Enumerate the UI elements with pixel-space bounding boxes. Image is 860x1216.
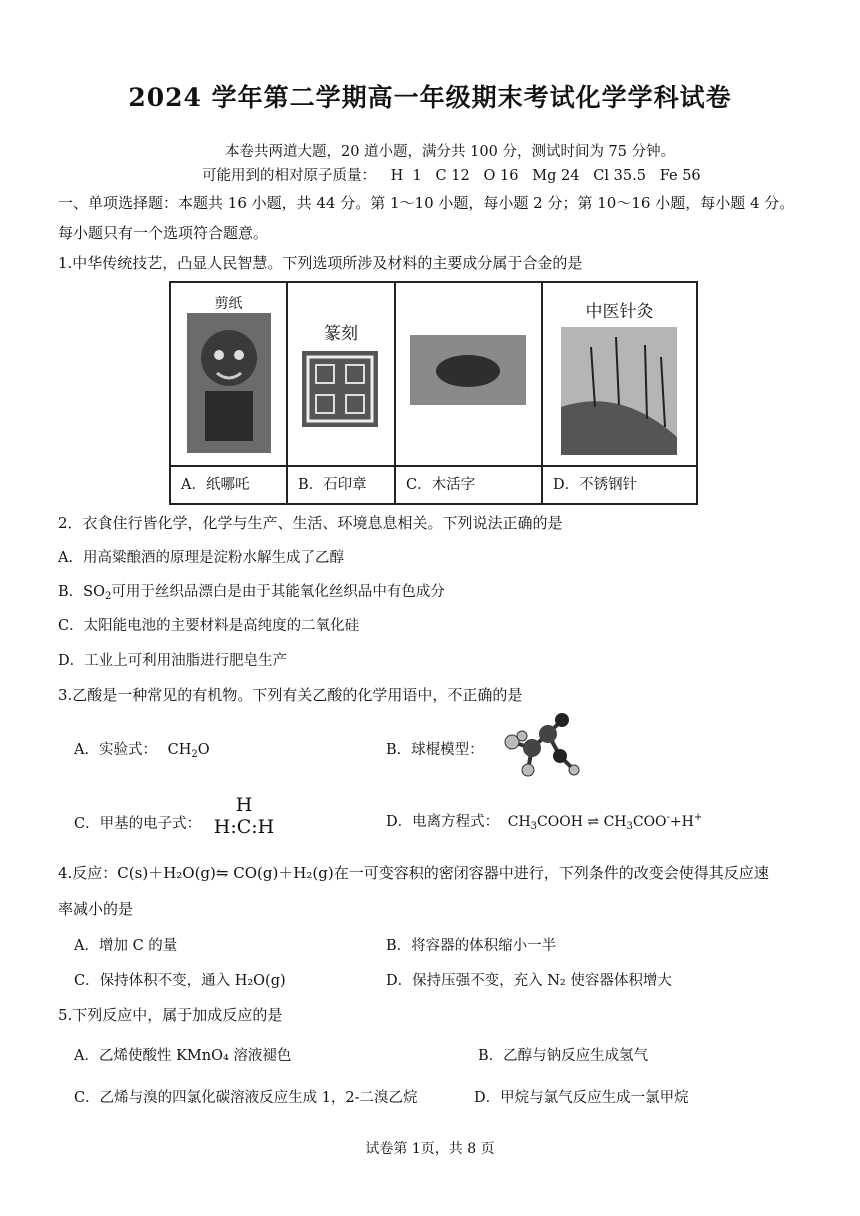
q4-option-a: A．增加 C 的量 — [74, 938, 178, 954]
q1-option-b: B．石印章 — [287, 466, 395, 504]
q2-option-b: B．$SO_2$可用于丝织品漂白是由于其能氧化丝织品中有色成分 — [58, 584, 445, 602]
q2-option-d: D．工业上可利用油脂进行肥皂生产 — [58, 653, 288, 669]
q4-option-b: B．将容器的体积缩小一半 — [386, 938, 557, 954]
q1-option-a: A．纸哪吒 — [170, 466, 287, 504]
q1-cell-b-picture — [287, 282, 395, 466]
q5-option-c: C．乙烯与溴的四氯化碳溶液反应生成 1，2-二溴乙烷 — [74, 1090, 418, 1106]
q1-cell-a-picture — [170, 282, 287, 466]
atomic-mass-label: 可能用到的相对原子质量： — [202, 168, 376, 184]
acupuncture-needle-icon — [561, 327, 677, 455]
q3-option-d: D．电离方程式： $CH_3COOH$ ⇌ $CH_3COO^-+H^+$ — [386, 812, 703, 832]
question-3-stem: 3.乙酸是一种常见的有机物。下列有关乙酸的化学用语中，不正确的是 — [58, 686, 523, 704]
question-1-image-table — [169, 281, 698, 505]
paper-cut-icon — [187, 313, 271, 453]
q4-option-d: D．保持压强不变，充入 N₂ 使容器体积增大 — [386, 973, 672, 989]
exam-title: 2024 学年第二学期高一年级期末考试化学学科试卷 — [128, 83, 732, 112]
exam-info-line1: 本卷共两道大题，20 道小题，满分共 100 分，测试时间为 75 分钟。 — [225, 144, 676, 160]
q1-cell-c-picture — [395, 282, 542, 466]
wood-type-icon — [410, 335, 526, 405]
methyl-electron-formula: H H:C:H — [213, 794, 275, 838]
question-4-stem-line1: 4.反应：C(s)＋H₂O(g)⇋ CO(g)＋H₂(g)在一可变容积的密闭容器中进行，下列条件的改变会使得其反应速 — [58, 864, 769, 882]
q4-option-c: C．保持体积不变，通入 H₂O(g) — [74, 973, 286, 989]
question-1-stem: 1.中华传统技艺，凸显人民智慧。下列选项所涉及材料的主要成分属于合金的是 — [58, 254, 583, 272]
q1-cell-d-picture — [542, 282, 697, 466]
q1-a-caption: 剪纸 — [214, 296, 243, 312]
section-heading-line2: 每小题只有一个选项符合题意。 — [58, 224, 269, 242]
q5-option-d: D．甲烷与氯气反应生成一氯甲烷 — [474, 1090, 689, 1106]
atomic-mass-values: H 1 C 12 O 16 Mg 24 Cl 35.5 Fe 56 — [390, 168, 701, 184]
question-5-stem: 5.下列反应中，属于加成反应的是 — [58, 1006, 283, 1024]
q5-option-a: A．乙烯使酸性 KMnO₄ 溶液褪色 — [74, 1048, 292, 1064]
page-footer: 试卷第 1页，共 8 页 — [365, 1141, 495, 1157]
q1-d-caption: 中医针灸 — [585, 302, 654, 322]
q1-b-caption: 篆刻 — [324, 324, 358, 344]
q2-option-c: C．太阳能电池的主要材料是高纯度的二氧化硅 — [58, 618, 360, 634]
q3-option-a: A．实验式： $CH_2O$ — [74, 742, 210, 760]
ball-and-stick-model-icon — [498, 712, 580, 782]
question-2-stem: 2．衣食住行皆化学，化学与生产、生活、环境息息相关。下列说法正确的是 — [58, 514, 563, 532]
q1-option-c: C．木活字 — [395, 466, 542, 504]
q1-option-d: D．不锈钢针 — [542, 466, 697, 504]
q3-option-c-label: C．甲基的电子式： — [74, 816, 202, 832]
q5-option-b: B．乙醇与钠反应生成氢气 — [478, 1048, 649, 1064]
q2-option-a: A．用高粱酿酒的原理是淀粉水解生成了乙醇 — [58, 550, 344, 566]
section-heading-line1: 一、单项选择题：本题共 16 小题，共 44 分。第 1～10 小题，每小题 2 分；第 10～16 小题，每小题 4 分。 — [58, 194, 795, 212]
stone-seal-icon — [302, 351, 378, 427]
exam-info-line2 — [202, 164, 701, 185]
question-4-stem-line2: 率减小的是 — [58, 900, 134, 918]
q3-option-b-label: B．球棍模型： — [386, 742, 484, 758]
